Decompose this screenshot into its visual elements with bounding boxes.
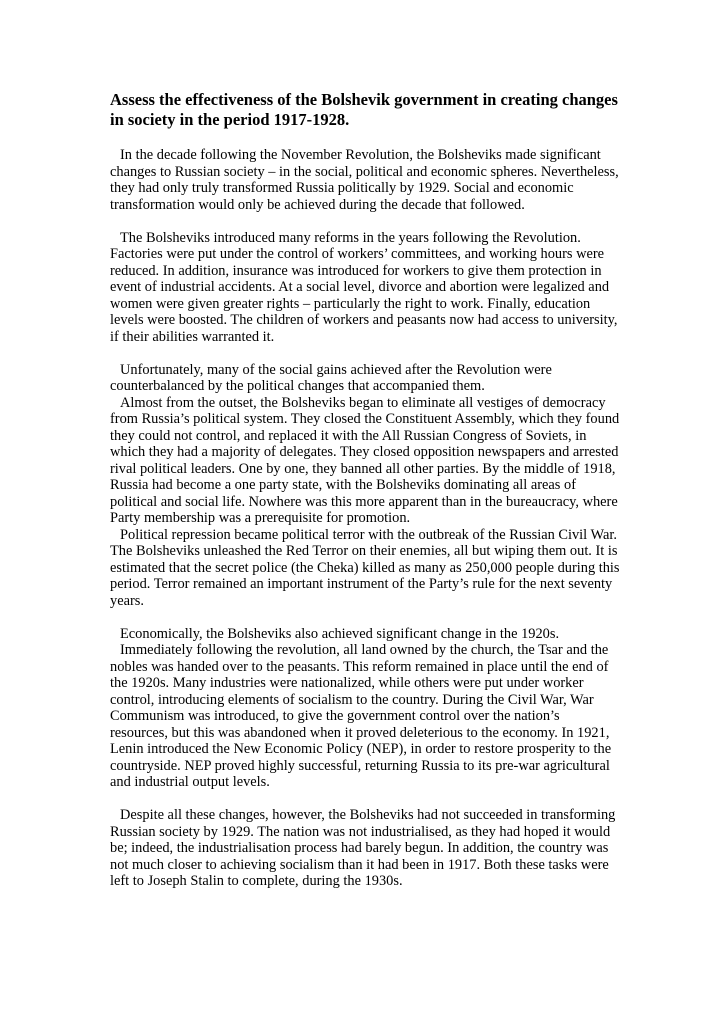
paragraph-economic-changes: Immediately following the revolution, all land owned by the church, the Tsar and the nobles was handed over to the peasants. This reform remained in place until the end of the 1920s. Many industries were nationalized, while others were put under worker control, introducing elements of socialism to the country. During the Civil War, War Communism was introduced, to give the government control over the nation’s resources, but this was abandoned when it proved deleterious to the economy. In 1921, Lenin introduced the New Economic Policy (NEP), in order to restore prosperity to the countryside. NEP proved highly successful, returning Russia to its pre-war agricultural and industrial output levels.: [110, 642, 612, 790]
paragraph-counterbalance: Unfortunately, many of the social gains achieved after the Revolution were counterbalanced by the political changes that accompanied them.: [110, 361, 552, 394]
spacer: [110, 130, 620, 147]
paragraph-democracy: Almost from the outset, the Bolsheviks began to eliminate all vestiges of democracy from Russia’s political system. They closed the Constituent Assembly, which they found they could not control, and replaced it with the All Russian Congress of Soviets, in which they had a majority of delegates. They closed opposition newspapers and arrested rival political leaders. One by one, they banned all other parties. By the middle of 1918, Russia had become a one party state, with the Bolsheviks dominating all areas of political and social life. Nowhere was this more apparent than in the bureaucracy, where Party membership was a prerequisite for promotion.: [110, 394, 620, 526]
paragraph-social-reforms: The Bolsheviks introduced many reforms in the years following the Revolution. Factories were put under the control of workers’ committees, and working hours were reduced. In addition, insurance was introduced for workers to give them protection in event of industrial accidents. At a social level, divorce and abortion were legalized and women were given greater rights – particularly the right to work. Finally, education levels were boosted. The children of workers and peasants now had access to university, if their abilities warranted it.: [110, 229, 618, 345]
essay-title: Assess the effectiveness of the Bolshevik government in creating changes in society in the period 1917-1928.: [110, 90, 618, 129]
spacer: [110, 213, 620, 230]
paragraph-economic-intro: Economically, the Bolsheviks also achieved significant change in the 1920s.: [120, 625, 560, 642]
spacer: [110, 609, 620, 626]
paragraph-terror: Political repression became political terror with the outbreak of the Russian Civil War. The Bolsheviks unleashed the Red Terror on their enemies, all but wiping them out. It is estimated that the secret police (the Cheka) killed as many as 250,000 people during this period. Terror remained an important instrument of the Party’s rule for the next seventy years.: [110, 526, 620, 609]
document-body: [110, 90, 620, 890]
paragraph-intro: In the decade following the November Revolution, the Bolsheviks made significant changes to Russian society – in the social, political and economic spheres. Nevertheless, they had only truly transformed Russia politically by 1929. Social and economic transformation would only be achieved during the decade that followed.: [110, 147, 619, 213]
spacer: [110, 791, 620, 808]
paragraph-conclusion: Despite all these changes, however, the Bolsheviks had not succeeded in transforming Russian society by 1929. The nation was not industrialised, as they had hoped it would be; indeed, the industrialisation process had barely begun. In addition, the country was not much closer to achieving socialism than it had been in 1917. Both these tasks were left to Joseph Stalin to complete, during the 1930s.: [110, 807, 616, 889]
spacer: [110, 345, 620, 362]
